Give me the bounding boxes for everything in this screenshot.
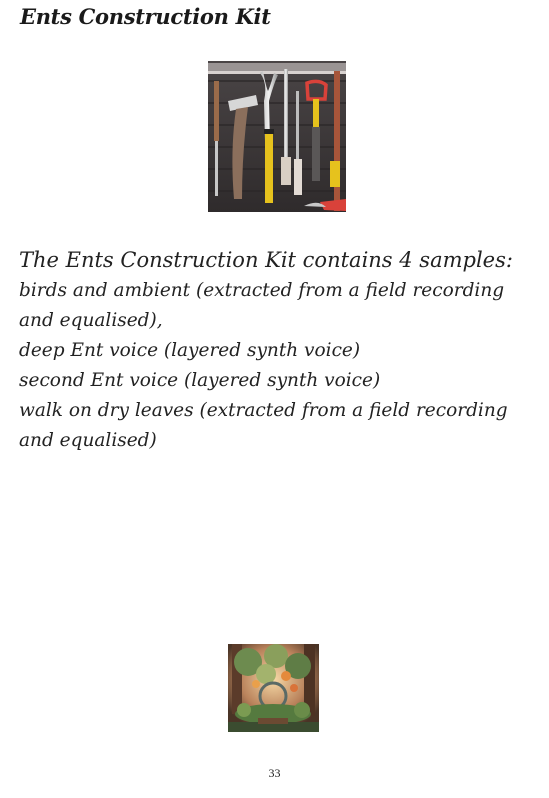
tools-illustration: [208, 61, 346, 212]
forest-illustration: [228, 644, 319, 732]
sample-line: birds and ambient (extracted from a field recording and equalised),: [19, 280, 505, 331]
sample-description: [19, 244, 524, 456]
sample-line: second Ent voice (layered synth voice): [19, 370, 381, 391]
sample-line: deep Ent voice (layered synth voice): [19, 340, 361, 361]
sample-line: walk on dry leaves (extracted from a field recording and equalised): [19, 400, 508, 451]
intro-line: The Ents Construction Kit contains 4 samples:: [19, 248, 513, 272]
page-title: Ents Construction Kit: [20, 4, 271, 29]
page-number: 33: [268, 766, 281, 780]
